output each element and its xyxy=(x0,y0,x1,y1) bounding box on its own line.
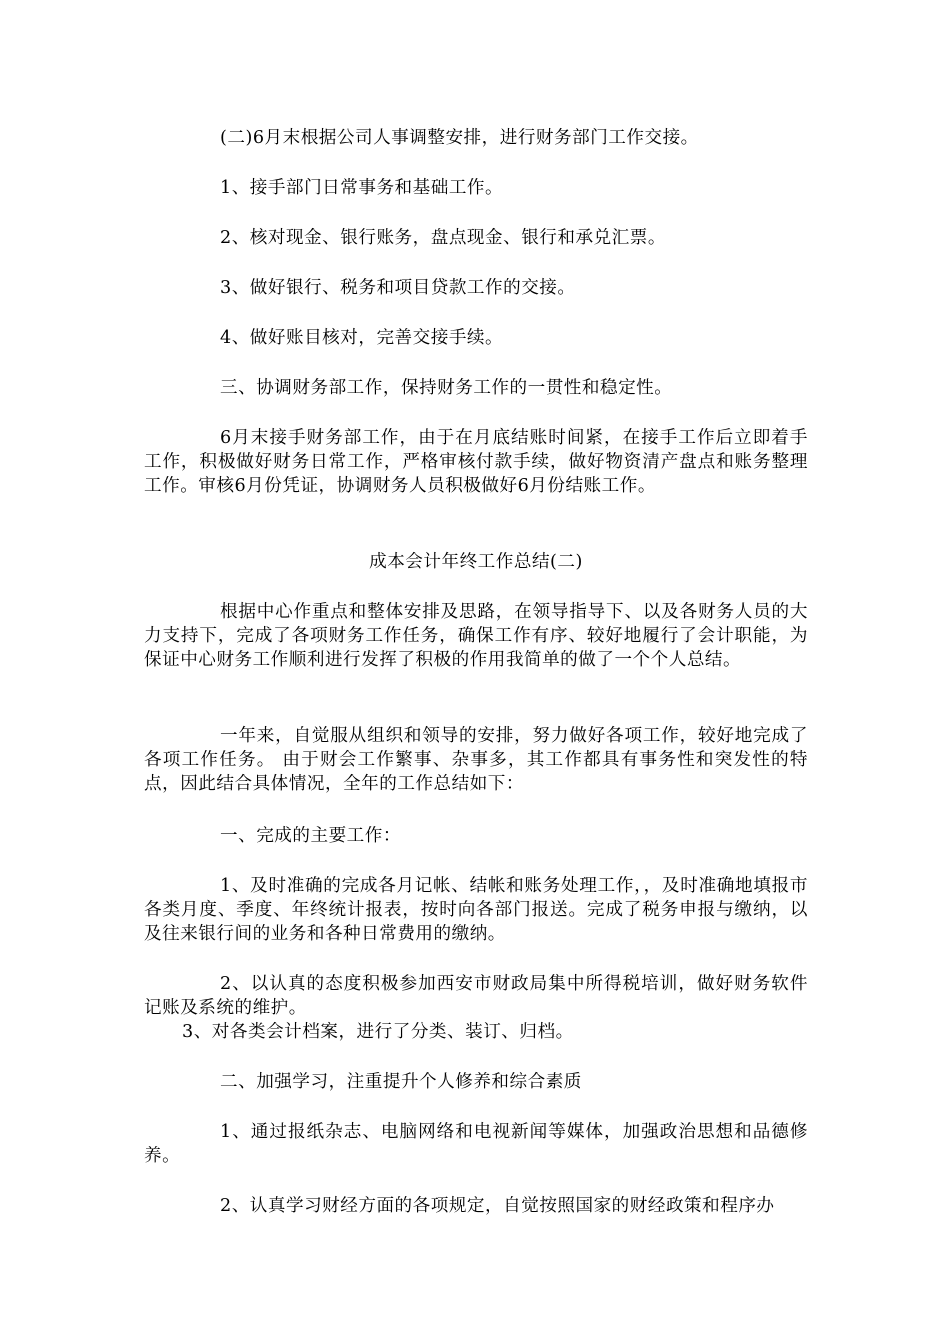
paragraph-main-work-item-3: 3、对各类会计档案，进行了分类、装订、归档。 xyxy=(182,1022,574,1042)
paragraph-main-work-item-2: 2、以认真的态度积极参加西安市财政局集中所得税培训，做好财务软件记账及系统的维护。 xyxy=(144,974,808,1018)
paragraph-handover-intro: (二)6月末根据公司人事调整安排，进行财务部门工作交接。 xyxy=(220,128,699,148)
paragraph-year-overview: 一年来，自觉服从组织和领导的安排，努力做好各项工作，较好地完成了各项工作任务。 由于财会工作繁事、杂事多，其工作都具有事务性和突发性的特点，因此结合具体情况，全年的工作总结如下： xyxy=(144,726,808,794)
paragraph-june-work: 6月末接手财务部工作，由于在月底结账时间紧，在接手工作后立即着手工作，积极做好财务日常工作，严格审核付款手续，做好物资清产盘点和账务整理工作。审核6月份凭证，协调财务人员积极做好6月份结账工作。 xyxy=(144,428,808,496)
paragraph-study-item-2: 2、认真学习财经方面的各项规定，自觉按照国家的财经政策和程序办 xyxy=(220,1196,775,1216)
paragraph-handover-item-4: 4、做好账目核对，完善交接手续。 xyxy=(220,328,504,348)
paragraph-handover-item-2: 2、核对现金、银行账务，盘点现金、银行和承兑汇票。 xyxy=(220,228,666,248)
paragraph-summary-intro: 根据中心作重点和整体安排及思路，在领导指导下、以及各财务人员的大力支持下，完成了各项财务工作任务，确保工作有序、较好地履行了会计职能，为保证中心财务工作顺利进行发挥了积极的作用我简单的做了一个个人总结。 xyxy=(144,602,808,670)
paragraph-handover-item-3: 3、做好银行、税务和项目贷款工作的交接。 xyxy=(220,278,576,298)
paragraph-section-three: 三、协调财务部工作，保持财务工作的一贯性和稳定性。 xyxy=(220,378,673,398)
paragraph-main-work-heading: 一、完成的主要工作： xyxy=(220,826,401,846)
paragraph-study-item-1: 1、通过报纸杂志、电脑网络和电视新闻等媒体，加强政治思想和品德修养。 xyxy=(144,1122,808,1166)
section-title: 成本会计年终工作总结(二) xyxy=(369,552,583,572)
paragraph-study-heading: 二、加强学习，注重提升个人修养和综合素质 xyxy=(220,1072,582,1092)
paragraph-main-work-item-1: 1、及时准确的完成各月记帐、结帐和账务处理工作，，及时准确地填报市各类月度、季度、年终统计报表，按时向各部门报送。完成了税务申报与缴纳，以及往来银行间的业务和各种日常费用的缴纳。 xyxy=(144,876,808,944)
paragraph-handover-item-1: 1、接手部门日常事务和基础工作。 xyxy=(220,178,504,198)
